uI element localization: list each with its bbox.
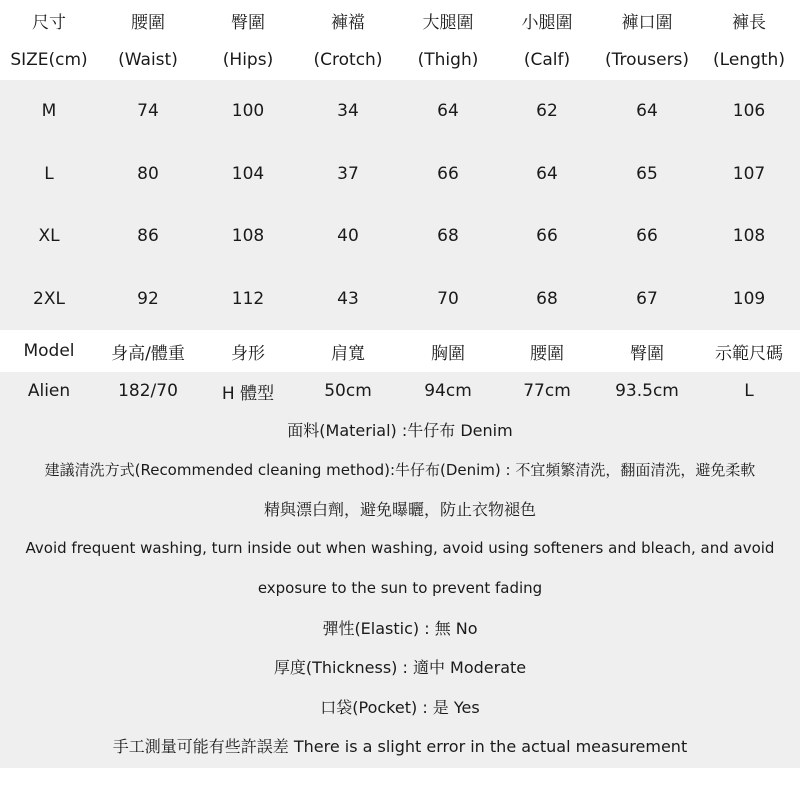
table-cell: 67	[636, 288, 658, 309]
thickness-note: 厚度(Thickness) : 適中 Moderate	[273, 658, 527, 678]
header-thigh-zh: 大腿圍	[422, 12, 474, 33]
cleaning-note-zh-line1: 建議清洗方式(Recommended cleaning method):牛仔布(Denim) : 不宜頻繁清洗，翻面清洗，避免柔軟	[44, 460, 756, 479]
header-waist-zh: 腰圍	[131, 12, 165, 33]
size-label: L	[44, 163, 54, 184]
header-waist-en: (Waist)	[118, 50, 178, 70]
table-row	[0, 143, 800, 206]
table-row	[0, 268, 800, 331]
model-header-chest: 胸圍	[431, 343, 465, 364]
table-cell: 62	[536, 101, 558, 122]
header-hips-en: (Hips)	[222, 50, 274, 70]
measurement-note: 手工測量可能有些許誤差 There is a slight error in the actual measurement	[112, 737, 688, 757]
table-cell: 68	[536, 288, 558, 309]
table-cell: 112	[231, 288, 265, 309]
header-calf-zh: 小腿圍	[521, 12, 573, 33]
material-note: 面料(Material) :牛仔布 Denim	[287, 421, 513, 441]
model-header-waist: 腰圍	[530, 343, 564, 364]
table-row	[0, 205, 800, 268]
header-trousers-en: (Trousers)	[604, 50, 690, 70]
table-cell: 37	[337, 163, 359, 184]
table-row	[0, 80, 800, 143]
header-trousers-zh: 褲口圍	[621, 12, 673, 33]
header-size-en: SIZE(cm)	[10, 50, 88, 70]
size-label: XL	[38, 226, 60, 247]
model-shoulder: 50cm	[324, 381, 372, 401]
table-cell: 66	[636, 226, 658, 247]
cleaning-note-zh-line2: 精與漂白劑，避免曝曬，防止衣物褪色	[263, 500, 536, 520]
cleaning-note-en-line2: exposure to the sun to prevent fading	[257, 578, 543, 597]
table-cell: 104	[231, 163, 265, 184]
model-hips: 93.5cm	[615, 381, 679, 401]
header-length-en: (Length)	[713, 50, 785, 70]
model-name: Alien	[27, 381, 71, 401]
model-table	[0, 330, 800, 410]
table-cell: 64	[536, 163, 558, 184]
table-cell: 80	[137, 163, 159, 184]
table-cell: 66	[437, 163, 459, 184]
model-header-height-weight: 身高/體重	[111, 343, 185, 364]
cleaning-note-en-line1: Avoid frequent washing, turn inside out when washing, avoid using softeners and bleach, and avoid	[25, 539, 775, 558]
table-cell: 109	[732, 288, 766, 309]
table-cell: 68	[437, 226, 459, 247]
size-rows	[0, 80, 800, 330]
model-demo-size: L	[744, 381, 754, 401]
model-header	[0, 330, 800, 372]
table-cell: 65	[636, 163, 658, 184]
header-crotch-en: (Crotch)	[313, 50, 383, 70]
model-chest: 94cm	[424, 381, 472, 401]
model-row	[0, 372, 800, 410]
header-size-zh: 尺寸	[32, 12, 66, 33]
table-cell: 70	[437, 288, 459, 309]
table-cell: 64	[636, 101, 658, 122]
pocket-note: 口袋(Pocket) : 是 Yes	[320, 697, 480, 717]
table-cell: 108	[231, 226, 265, 247]
size-header-zh	[0, 0, 800, 40]
table-cell: 86	[137, 226, 159, 247]
model-header-demo-size: 示範尺碼	[715, 343, 783, 364]
size-header-en	[0, 40, 800, 80]
header-length-zh: 褲長	[732, 12, 766, 33]
model-header-body-shape: 身形	[231, 343, 265, 364]
header-crotch-zh: 褲襠	[331, 12, 365, 33]
header-calf-en: (Calf)	[523, 50, 571, 70]
model-waist: 77cm	[523, 381, 571, 401]
model-header-model: Model	[23, 341, 75, 361]
table-cell: 100	[231, 101, 265, 122]
product-notes	[0, 410, 800, 768]
table-cell: 106	[732, 101, 766, 122]
table-cell: 43	[337, 288, 359, 309]
table-cell: 107	[732, 163, 766, 184]
table-cell: 40	[337, 226, 359, 247]
size-table	[0, 0, 800, 330]
header-thigh-en: (Thigh)	[417, 50, 479, 70]
size-label: M	[41, 101, 57, 122]
table-cell: 64	[437, 101, 459, 122]
model-height-weight: 182/70	[118, 381, 178, 401]
table-cell: 66	[536, 226, 558, 247]
model-header-hips: 臀圍	[630, 343, 664, 364]
model-body-shape: H 體型	[221, 383, 275, 404]
header-hips-zh: 臀圍	[231, 12, 265, 33]
table-cell: 34	[337, 101, 359, 122]
table-cell: 74	[137, 101, 159, 122]
size-label: 2XL	[33, 288, 65, 309]
table-cell: 108	[732, 226, 766, 247]
elastic-note: 彈性(Elastic) : 無 No	[322, 618, 478, 638]
model-header-shoulder: 肩寬	[331, 343, 365, 364]
table-cell: 92	[137, 288, 159, 309]
